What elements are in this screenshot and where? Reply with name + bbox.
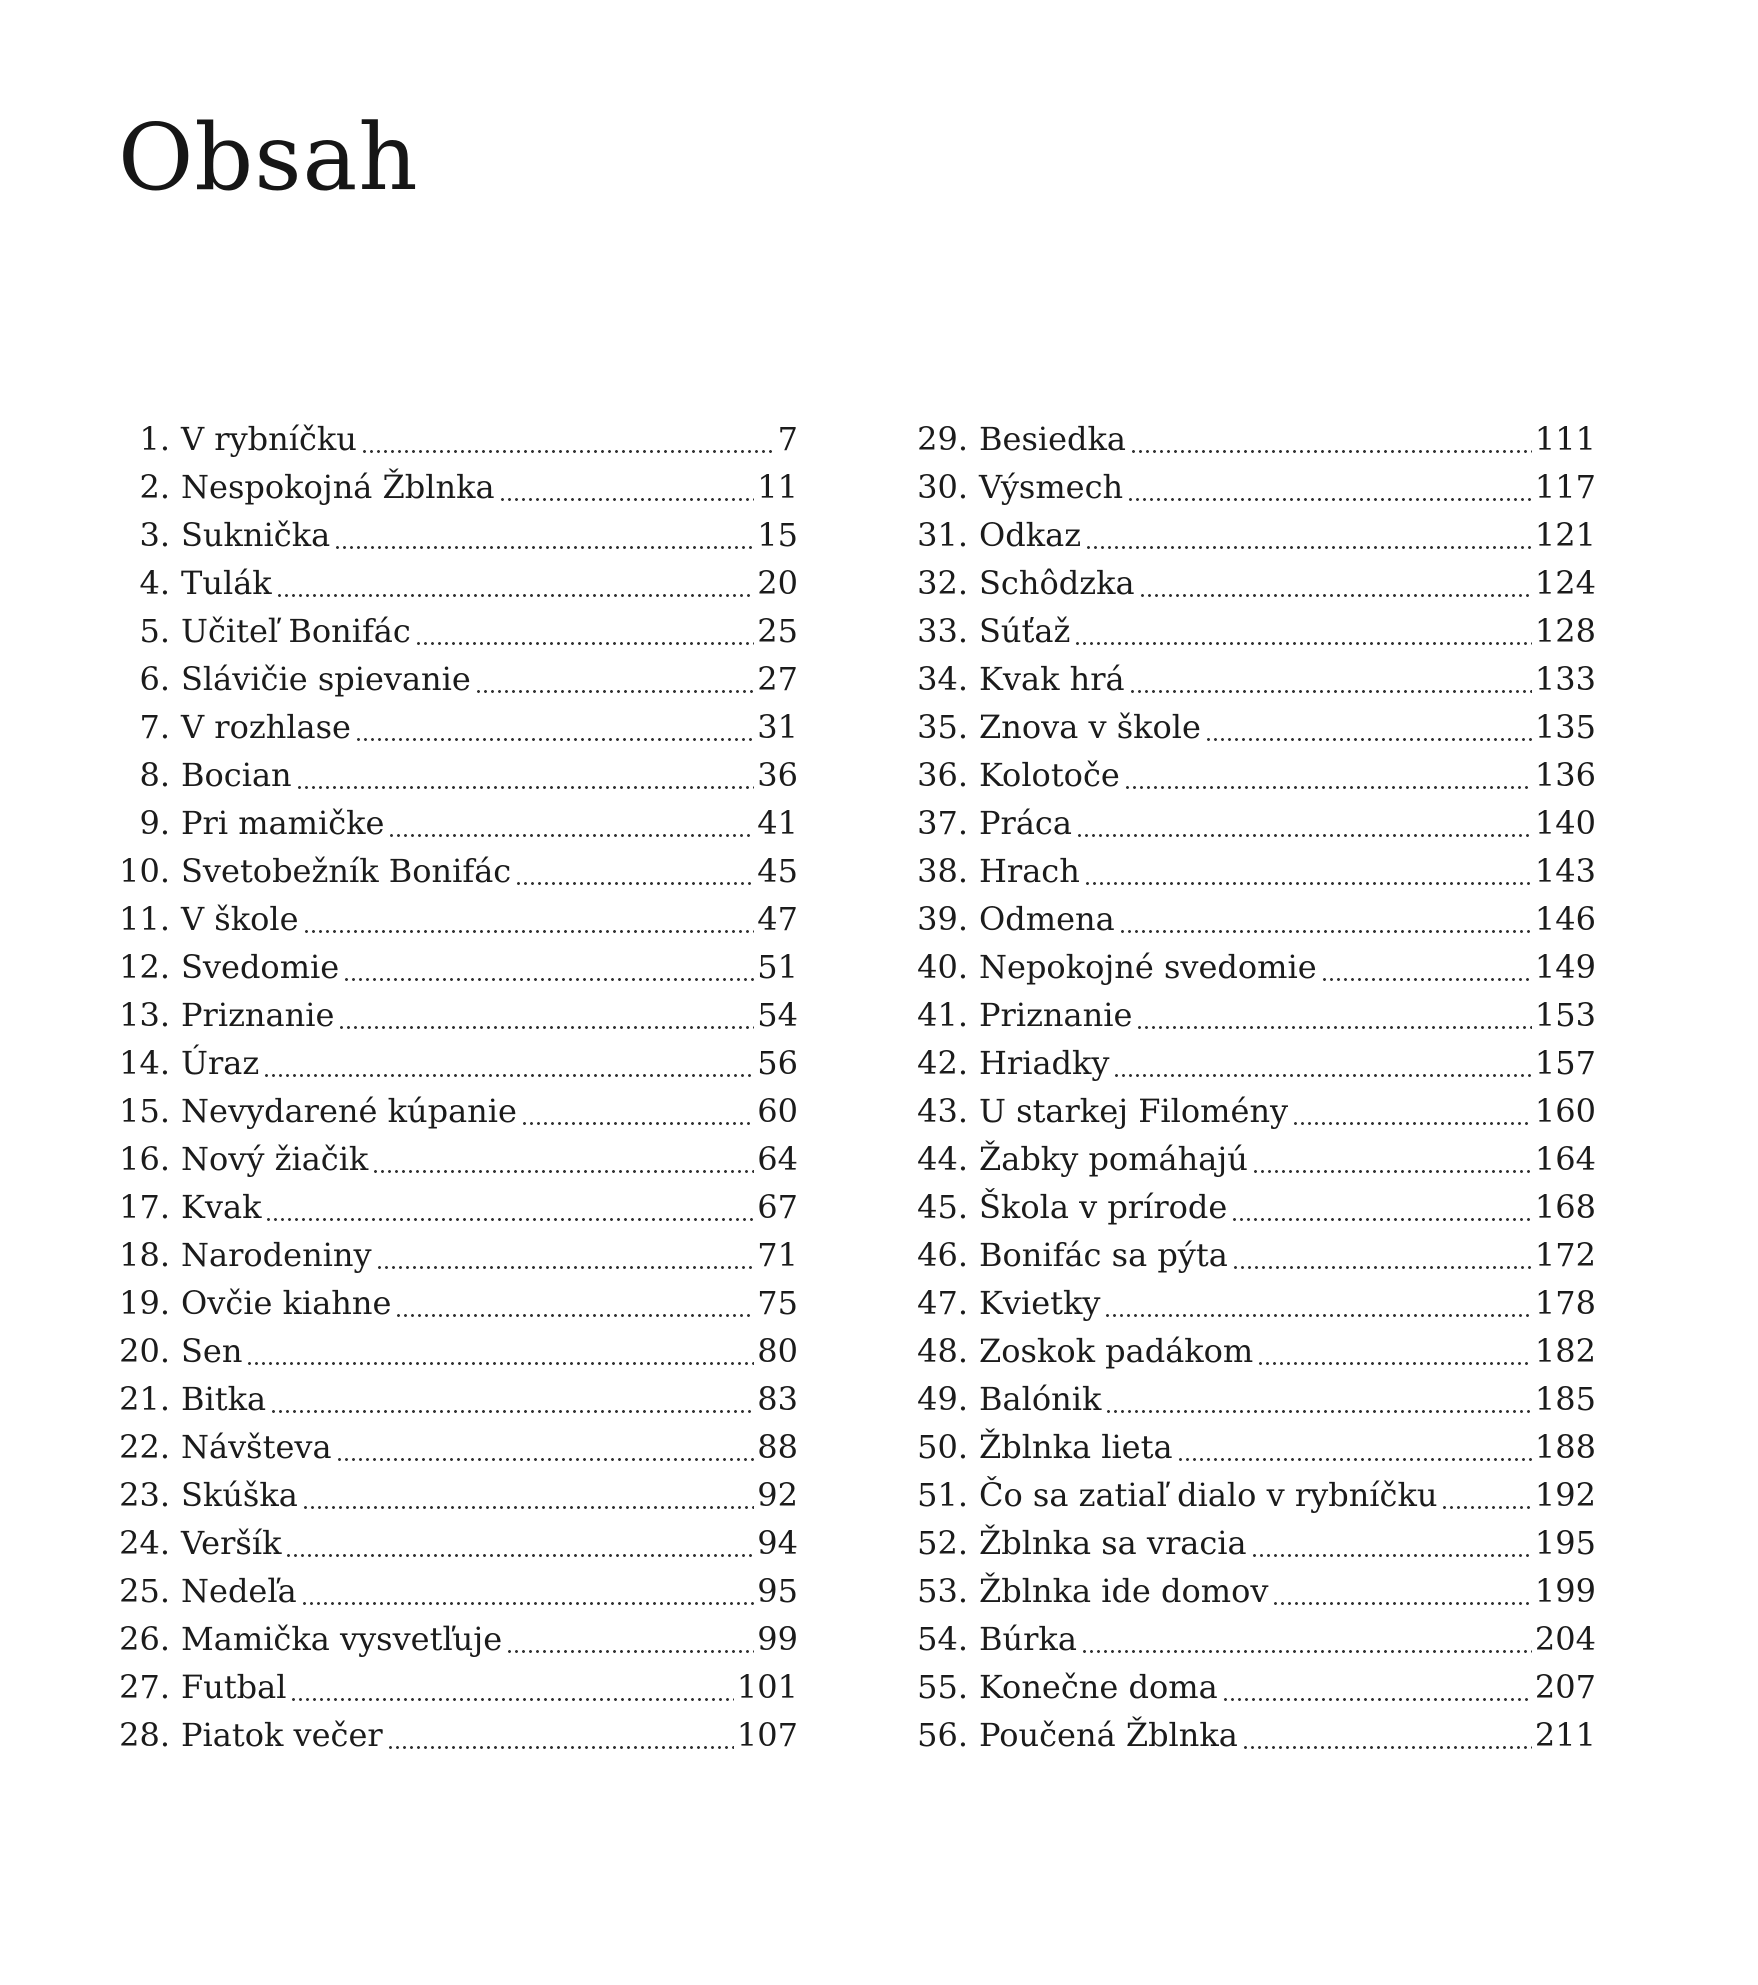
toc-entry-page: 199 [1534,1572,1596,1610]
toc-entry-page: 11 [757,468,798,506]
dot-leader [1105,1375,1532,1423]
toc-entry [898,1471,1596,1519]
toc-entry-number: 28. [119,1716,170,1754]
toc-entry-title: Balónik [979,1380,1102,1418]
toc-entry-number: 6. [139,660,170,698]
dot-leader [1130,415,1532,463]
toc-entry-page: 172 [1534,1236,1596,1274]
toc-entry [898,1327,1596,1375]
toc-entry-page: 7 [777,420,798,458]
toc-entry-page: 45 [757,852,798,890]
toc-entry [898,1135,1596,1183]
toc-entry-page: 83 [757,1380,798,1418]
toc-entry-page: 121 [1534,516,1596,554]
toc-entry-page: 67 [757,1188,798,1226]
toc-entry [898,1183,1596,1231]
toc-entry-title: Kolotoče [979,756,1120,794]
toc-entry-number: 55. [917,1668,968,1706]
toc-entry-title: Piatok večer [181,1716,383,1754]
toc-entry-number: 11. [119,900,170,938]
toc-entry-number: 44. [917,1140,968,1178]
toc-entry-title: Súťaž [979,612,1071,650]
toc-entry-page: 136 [1534,756,1596,794]
toc-entry-number: 19. [119,1284,170,1322]
toc-entry-title: Žblnka ide domov [979,1572,1269,1610]
dot-leader [521,1087,754,1135]
toc-entry-page: 185 [1534,1380,1596,1418]
dot-leader [1272,1567,1531,1615]
toc-entry-page: 146 [1534,900,1596,938]
toc-entry-number: 26. [119,1620,170,1658]
toc-entry-number: 5. [139,612,170,650]
toc-entry-title: Kvak [181,1188,262,1226]
dot-leader [1441,1471,1531,1519]
toc-entry-title: Žblnka sa vracia [979,1524,1247,1562]
toc-entry [898,1279,1596,1327]
toc-entry [898,1567,1596,1615]
dot-leader [355,703,754,751]
toc-entry-number: 48. [917,1332,968,1370]
toc-entry [108,511,798,559]
toc-entry-number: 51. [917,1476,968,1514]
dot-leader [1136,991,1532,1039]
dot-leader [246,1327,754,1375]
toc-entry-title: Žabky pomáhajú [979,1140,1248,1178]
dot-leader [475,655,754,703]
dot-leader [285,1519,754,1567]
toc-entry [108,1567,798,1615]
dot-leader [336,1423,755,1471]
toc-entry-number: 27. [119,1668,170,1706]
toc-entry-title: Poučená Žblnka [979,1716,1238,1754]
toc-entry [108,1087,798,1135]
toc-entry-number: 20. [119,1332,170,1370]
toc-entry [898,991,1596,1039]
toc-entry-title: Priznanie [181,996,335,1034]
toc-entry-title: Konečne doma [979,1668,1218,1706]
toc-entry [108,1279,798,1327]
toc-entry-title: V škole [181,900,299,938]
toc-entry [108,655,798,703]
toc-entry-number: 2. [139,468,170,506]
toc-entry-number: 42. [917,1044,968,1082]
dot-leader [334,511,754,559]
toc-entry-title: Návšteva [181,1428,332,1466]
toc-entry-number: 1. [139,420,170,458]
toc-entry [898,1087,1596,1135]
dot-leader [263,1039,754,1087]
dot-leader [1321,943,1532,991]
toc-entry-page: 157 [1534,1044,1596,1082]
dot-leader [1177,1423,1532,1471]
toc-entry-number: 4. [139,564,170,602]
toc-entry-title: Nepokojné svedomie [979,948,1317,986]
toc-entry-page: 36 [757,756,798,794]
dot-leader [302,1471,754,1519]
toc-entry-title: Mamička vysvetľuje [181,1620,503,1658]
toc-entry [898,895,1596,943]
toc-entry [108,1231,798,1279]
toc-entry [898,1423,1596,1471]
toc-entry-page: 54 [757,996,798,1034]
toc-entry-number: 12. [119,948,170,986]
toc-entry-title: Bitka [181,1380,267,1418]
toc-entry [108,1615,798,1663]
dot-leader [1127,463,1532,511]
toc-entry-number: 14. [119,1044,170,1082]
dot-leader [1119,895,1532,943]
toc-entry-page: 101 [736,1668,798,1706]
toc-entry [108,1471,798,1519]
toc-entry-title: Odkaz [979,516,1082,554]
toc-entry-number: 13. [119,996,170,1034]
toc-entry-page: 204 [1534,1620,1596,1658]
toc-right-column [898,415,1596,1759]
toc-entry-title: Nevydarené kúpanie [181,1092,517,1130]
toc-entry [108,1519,798,1567]
dot-leader [1251,1519,1532,1567]
toc-entry-title: Hriadky [979,1044,1110,1082]
toc-entry [898,463,1596,511]
toc-entry-title: Suknička [181,516,331,554]
toc-entry-title: Futbal [181,1668,287,1706]
toc-entry-title: V rozhlase [181,708,351,746]
toc-entry-number: 52. [917,1524,968,1562]
toc-entry-number: 10. [119,852,170,890]
dot-leader [1113,1039,1531,1087]
toc-entry-number: 53. [917,1572,968,1610]
toc-entry-page: 192 [1534,1476,1596,1514]
toc-entry-title: Nedeľa [181,1572,297,1610]
toc-entry-title: Sen [181,1332,243,1370]
dot-leader [1292,1087,1532,1135]
toc-entry-title: Učiteľ Bonifác [181,612,411,650]
dot-leader [303,895,755,943]
toc-entry-page: 195 [1534,1524,1596,1562]
dot-leader [1074,607,1532,655]
toc-entry-number: 7. [139,708,170,746]
toc-entry-page: 188 [1534,1428,1596,1466]
dot-leader [372,1135,754,1183]
toc-entry-page: 41 [757,804,798,842]
toc-entry-title: Besiedka [979,420,1126,458]
toc-entry-number: 32. [917,564,968,602]
toc-entry-number: 46. [917,1236,968,1274]
dot-leader [301,1567,755,1615]
toc-entry-number: 36. [917,756,968,794]
dot-leader [270,1375,754,1423]
toc-entry-page: 107 [736,1716,798,1754]
toc-entry-page: 124 [1534,564,1596,602]
dot-leader [1257,1327,1532,1375]
toc-entry [898,1039,1596,1087]
dot-leader [1124,751,1532,799]
toc-entry [898,847,1596,895]
toc-entry-title: Práca [979,804,1072,842]
toc-entry [898,559,1596,607]
toc-entry-page: 99 [757,1620,798,1658]
toc-entry-title: Narodeniny [181,1236,372,1274]
toc-entry-number: 39. [917,900,968,938]
toc-entry-number: 25. [119,1572,170,1610]
toc-entry-number: 38. [917,852,968,890]
toc-entry [108,799,798,847]
dot-leader [290,1663,733,1711]
toc-entry-number: 8. [139,756,170,794]
toc-entry-title: Nový žiačik [181,1140,369,1178]
toc-entry [108,1039,798,1087]
dot-leader [1252,1135,1532,1183]
toc-entry-page: 47 [757,900,798,938]
toc-entry-page: 153 [1534,996,1596,1034]
toc-entry-title: Výsmech [979,468,1124,506]
dot-leader [376,1231,755,1279]
toc-entry-page: 178 [1534,1284,1596,1322]
toc-entry [898,511,1596,559]
toc-entry-number: 23. [119,1476,170,1514]
toc-entry-page: 160 [1534,1092,1596,1130]
dot-leader [343,943,754,991]
toc-entry-number: 37. [917,804,968,842]
toc-entry-page: 88 [757,1428,798,1466]
toc-entry-number: 35. [917,708,968,746]
toc-entry [898,943,1596,991]
toc-entry-title: Bonifác sa pýta [979,1236,1228,1274]
toc-entry-page: 117 [1534,468,1596,506]
toc-entry-title: Skúška [181,1476,298,1514]
toc-entry-page: 211 [1534,1716,1596,1754]
toc-entry [108,703,798,751]
toc-entry-page: 64 [757,1140,798,1178]
toc-entry-page: 164 [1534,1140,1596,1178]
toc-entry-number: 18. [119,1236,170,1274]
toc-entry-page: 95 [757,1572,798,1610]
dot-leader [395,1279,754,1327]
toc-entry [898,1231,1596,1279]
toc-entry-title: Bocian [181,756,292,794]
toc-entry-title: Slávičie spievanie [181,660,471,698]
toc-entry-title: Nespokojná Žblnka [181,468,495,506]
toc-entry-title: Kvietky [979,1284,1101,1322]
dot-leader [1084,847,1532,895]
toc-entry [108,559,798,607]
toc-entry [108,847,798,895]
toc-entry [108,1663,798,1711]
toc-entry-page: 80 [757,1332,798,1370]
toc-entry-number: 40. [917,948,968,986]
toc-entry [108,1423,798,1471]
toc-entry-page: 140 [1534,804,1596,842]
toc-entry-number: 56. [917,1716,968,1754]
toc-entry-title: Zoskok padákom [979,1332,1254,1370]
toc-entry-page: 111 [1534,420,1596,458]
toc-entry-page: 143 [1534,852,1596,890]
toc-entry-title: Znova v škole [979,708,1201,746]
dot-leader [1232,1231,1532,1279]
toc-entry [898,799,1596,847]
dot-leader [499,463,755,511]
toc-entry [898,415,1596,463]
toc-entry [898,607,1596,655]
dot-leader [1222,1663,1532,1711]
toc-entry [898,1519,1596,1567]
toc-entry [108,895,798,943]
toc-entry-number: 30. [917,468,968,506]
toc-entry-page: 31 [757,708,798,746]
toc-entry-title: Búrka [979,1620,1077,1658]
dot-leader [506,1615,754,1663]
toc-entry-title: Škola v prírode [979,1188,1228,1226]
toc-entry-page: 75 [757,1284,798,1322]
toc-entry-page: 168 [1534,1188,1596,1226]
dot-leader [265,1183,754,1231]
dot-leader [515,847,754,895]
toc-entry-page: 27 [757,660,798,698]
dot-leader [388,799,754,847]
toc-entry-title: Pri mamičke [181,804,385,842]
toc-entry-number: 50. [917,1428,968,1466]
dot-leader [276,559,755,607]
toc-entry-title: Veršík [181,1524,282,1562]
toc-entry-number: 41. [917,996,968,1034]
dot-leader [1085,511,1532,559]
toc-entry-number: 31. [917,516,968,554]
toc-entry [898,1663,1596,1711]
toc-entry-number: 54. [917,1620,968,1658]
toc-entry [108,607,798,655]
dot-leader [1139,559,1532,607]
toc-entry-number: 29. [917,420,968,458]
toc-entry-page: 25 [757,612,798,650]
toc-entry-number: 16. [119,1140,170,1178]
toc-entry [898,1615,1596,1663]
toc-entry-number: 34. [917,660,968,698]
toc-entry-number: 47. [917,1284,968,1322]
dot-leader [415,607,754,655]
toc-entry-title: V rybníčku [181,420,357,458]
toc-entry [108,463,798,511]
toc-entry-page: 20 [757,564,798,602]
dot-leader [1231,1183,1532,1231]
toc-entry-page: 207 [1534,1668,1596,1706]
toc-entry-title: Čo sa zatiaľ dialo v rybníčku [979,1476,1438,1514]
toc-entry-page: 94 [757,1524,798,1562]
toc-entry [898,703,1596,751]
dot-leader [387,1711,734,1759]
toc-entry [108,751,798,799]
dot-leader [361,415,775,463]
toc-entry-page: 135 [1534,708,1596,746]
toc-entry-number: 33. [917,612,968,650]
dot-leader [338,991,754,1039]
toc-entry-title: Tulák [181,564,272,602]
toc-entry [108,1375,798,1423]
toc-entry [108,415,798,463]
dot-leader [1081,1615,1532,1663]
toc-entry-title: Úraz [181,1044,260,1082]
toc-entry [108,943,798,991]
toc-entry-title: Kvak hrá [979,660,1125,698]
toc-entry-page: 15 [757,516,798,554]
toc-entry [108,1183,798,1231]
toc-entry-title: U starkej Filomény [979,1092,1289,1130]
toc-entry-page: 182 [1534,1332,1596,1370]
toc-entry-page: 60 [757,1092,798,1130]
toc-entry-number: 3. [139,516,170,554]
toc-entry [108,1135,798,1183]
dot-leader [1076,799,1532,847]
toc-entry [898,655,1596,703]
toc-left-column [108,415,798,1759]
dot-leader [1129,655,1532,703]
toc-entry-title: Ovčie kiahne [181,1284,392,1322]
toc-entry [108,1327,798,1375]
toc-entry-number: 22. [119,1428,170,1466]
toc-entry-number: 24. [119,1524,170,1562]
toc-entry-page: 92 [757,1476,798,1514]
dot-leader [296,751,755,799]
toc-entry [898,1375,1596,1423]
toc-entry-page: 149 [1534,948,1596,986]
toc-entry [898,1711,1596,1759]
toc-entry-number: 17. [119,1188,170,1226]
toc-entry [108,991,798,1039]
toc-entry-page: 133 [1534,660,1596,698]
toc-entry-page: 56 [757,1044,798,1082]
toc-entry-number: 45. [917,1188,968,1226]
toc-entry-number: 9. [139,804,170,842]
toc-entry [108,1711,798,1759]
toc-entry-number: 43. [917,1092,968,1130]
page-title: Obsah [118,104,419,211]
dot-leader [1104,1279,1531,1327]
toc-entry-title: Odmena [979,900,1115,938]
toc-entry-number: 49. [917,1380,968,1418]
toc-entry-title: Žblnka lieta [979,1428,1173,1466]
toc-entry-number: 21. [119,1380,170,1418]
toc-entry-page: 71 [757,1236,798,1274]
toc-entry-title: Svetobežník Bonifác [181,852,512,890]
toc-entry-title: Priznanie [979,996,1133,1034]
dot-leader [1242,1711,1532,1759]
toc-entry [898,751,1596,799]
toc-entry-title: Schôdzka [979,564,1135,602]
toc-entry-page: 128 [1534,612,1596,650]
toc-entry-title: Hrach [979,852,1080,890]
toc-entry-number: 15. [119,1092,170,1130]
dot-leader [1205,703,1532,751]
toc-entry-page: 51 [757,948,798,986]
toc-entry-title: Svedomie [181,948,340,986]
